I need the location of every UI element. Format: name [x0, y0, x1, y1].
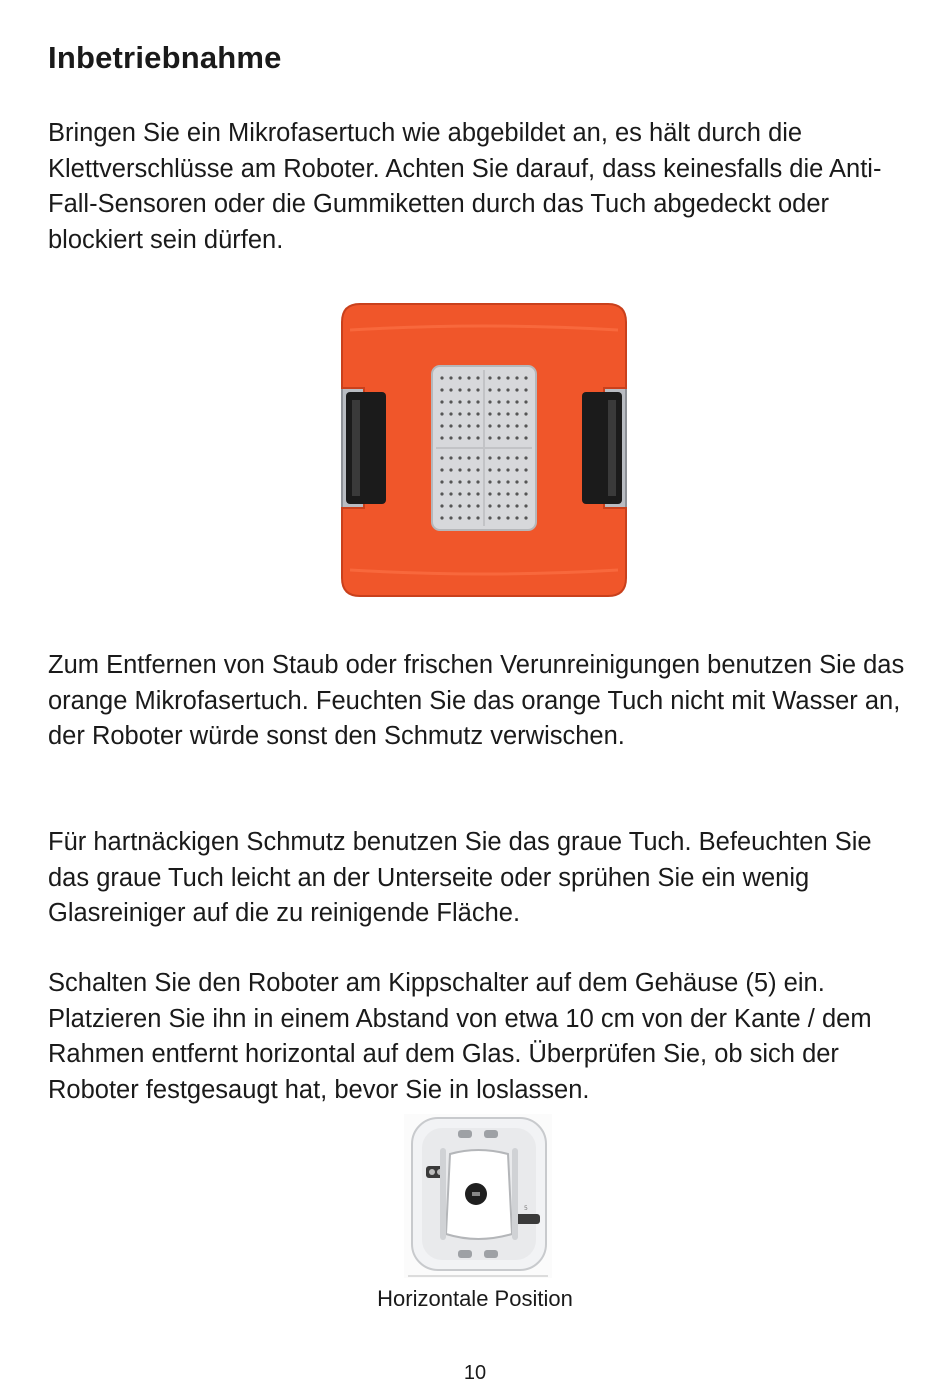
- p3-text: Für hartnäckigen Schmutz benutzen Sie das graue Tuch. Befeuchten Sie das graue Tuch leicht an der Unterseite oder sprühen Sie ein wenig Glasreiniger auf die zu reinigende Fläche.: [48, 828, 872, 927]
- p4-text: Schalten Sie den Roboter am Kippschalter auf dem Gehäuse (5) ein. Platzieren Sie ihn in einem Abstand von etwa 10 cm von der Kante / dem Rahmen entfernt horizontal auf dem Glas. Überprüfen Sie, ob sich der Roboter festgesaugt hat, bevor Sie in loslassen.: [48, 969, 872, 1104]
- paragraph-orange-cloth: [48, 648, 908, 755]
- figure-caption: Horizontale Position: [377, 1286, 573, 1311]
- paragraph-attach-cloth: [48, 116, 908, 258]
- paragraph-placement: [48, 966, 908, 1108]
- robot-horizontal-image: [404, 1114, 552, 1278]
- page-title: Inbetriebnahme: [48, 40, 282, 75]
- robot-with-cloth-image: [338, 300, 630, 600]
- svg-text:5: 5: [524, 1205, 528, 1212]
- p2-text: Zum Entfernen von Staub oder frischen Verunreinigungen benutzen Sie das orange Mikrofasertuch. Feuchten Sie das orange Tuch nicht mit Wasser an, der Roboter würde sonst den Schmutz verwischen.: [48, 651, 905, 750]
- page-number: 10: [463, 1362, 487, 1384]
- p1-text: Bringen Sie ein Mikrofasertuch wie abgebildet an, es hält durch die Klettverschlüsse am Roboter. Achten Sie darauf, dass keinesfalls die Anti-Fall-Sensoren oder die Gummiketten durch das Tuch abgedeckt oder blockiert sein dürfen.: [48, 119, 882, 254]
- paragraph-grey-cloth: [48, 825, 908, 932]
